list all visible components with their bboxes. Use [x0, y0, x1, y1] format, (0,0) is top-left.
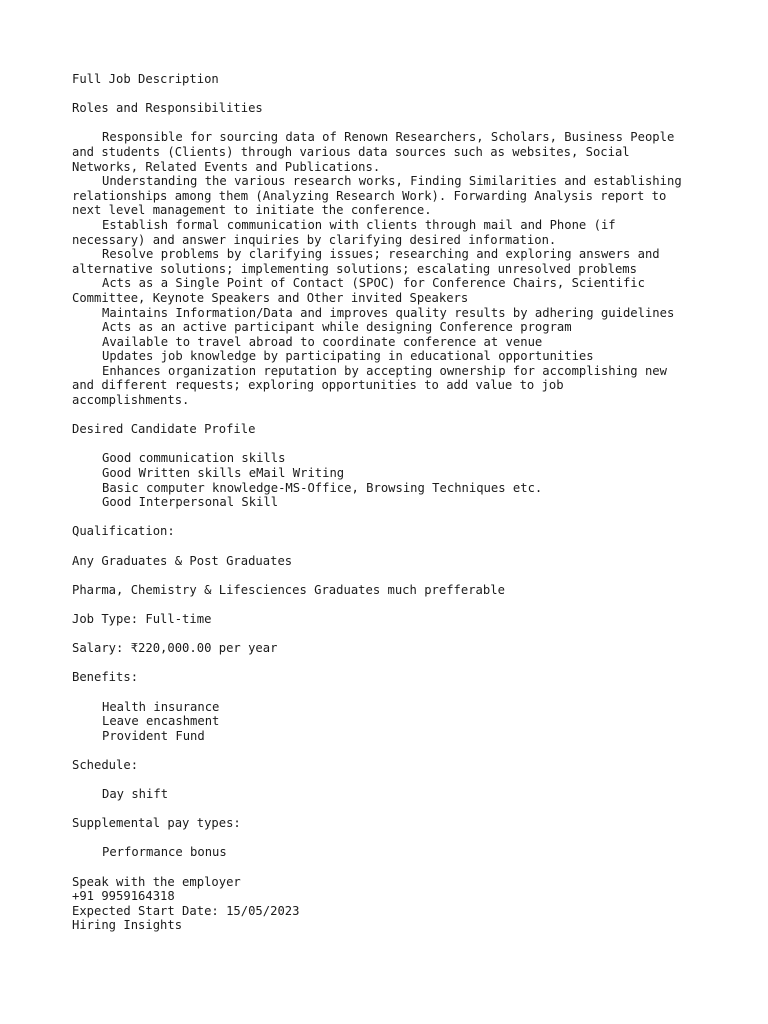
roles-item-line: Committee, Keynote Speakers and Other invited Speakers	[72, 290, 469, 305]
speak-with-employer: Speak with the employer	[72, 874, 241, 889]
employer-phone: +91 9959164318	[72, 889, 175, 904]
schedule-heading: Schedule:	[72, 757, 139, 772]
supplemental-item: Performance bonus	[102, 845, 227, 860]
spacer	[72, 568, 708, 583]
spacer	[72, 743, 708, 758]
roles-item-line: Enhances organization reputation by accepting ownership for accomplishing new	[102, 363, 667, 378]
profile-item: Good Interpersonal Skill	[102, 495, 279, 510]
profile-item: Good communication skills	[102, 451, 286, 466]
spacer	[72, 510, 708, 525]
roles-item-line: Updates job knowledge by participating in educational opportunities	[102, 349, 594, 364]
spacer	[72, 773, 708, 788]
spacer	[72, 685, 708, 700]
spacer	[72, 627, 708, 642]
spacer	[72, 539, 708, 554]
spacer	[72, 831, 708, 846]
roles-item-line: Understanding the various research works, Finding Similarities and establishing	[102, 174, 682, 189]
roles-item-line: necessary) and answer inquiries by clarifying desired information.	[72, 232, 557, 247]
roles-item-line: Acts as a Single Point of Contact (SPOC) for Conference Chairs, Scientific	[102, 276, 645, 291]
profile-heading: Desired Candidate Profile	[72, 422, 256, 437]
spacer	[72, 597, 708, 612]
benefit-item: Leave encashment	[102, 714, 220, 729]
roles-heading: Roles and Responsibilities	[72, 101, 263, 116]
roles-item-line: Establish formal communication with clients through mail and Phone (if	[102, 217, 616, 232]
spacer	[72, 437, 708, 452]
profile-item: Good Written skills eMail Writing	[102, 466, 345, 481]
roles-item-line: alternative solutions; implementing solutions; escalating unresolved problems	[72, 261, 637, 276]
benefit-item: Provident Fund	[102, 728, 205, 743]
document-title: Full Job Description	[72, 72, 219, 86]
schedule-item: Day shift	[102, 787, 169, 802]
salary: Salary: ₹220,000.00 per year	[72, 641, 278, 656]
roles-item-line: next level management to initiate the conference.	[72, 203, 432, 218]
roles-item-line: Maintains Information/Data and improves quality results by adhering guidelines	[102, 305, 675, 320]
roles-item-line: Networks, Related Events and Publications.	[72, 159, 381, 174]
hiring-insights: Hiring Insights	[72, 918, 183, 933]
spacer	[72, 656, 708, 671]
roles-item-line: relationships among them (Analyzing Research Work). Forwarding Analysis report to	[72, 188, 667, 203]
qualification-heading: Qualification:	[72, 524, 175, 539]
job-type: Job Type: Full-time	[72, 611, 212, 626]
spacer	[72, 408, 708, 423]
supplemental-heading: Supplemental pay types:	[72, 816, 241, 831]
benefits-heading: Benefits:	[72, 670, 139, 685]
roles-item-line: Responsible for sourcing data of Renown Researchers, Scholars, Business People	[102, 130, 675, 145]
spacer	[72, 860, 708, 875]
spacer	[72, 87, 708, 102]
qualification-line: Pharma, Chemistry & Lifesciences Graduates much prefferable	[72, 582, 505, 597]
spacer	[72, 116, 708, 131]
profile-item: Basic computer knowledge-MS-Office, Browsing Techniques etc.	[102, 480, 543, 495]
benefit-item: Health insurance	[102, 699, 220, 714]
qualification-line: Any Graduates & Post Graduates	[72, 553, 293, 568]
spacer	[72, 802, 708, 817]
roles-item-line: Available to travel abroad to coordinate conference at venue	[102, 334, 543, 349]
roles-item-line: and different requests; exploring opportunities to add value to job	[72, 378, 564, 393]
roles-item-line: accomplishments.	[72, 393, 190, 408]
expected-start-date: Expected Start Date: 15/05/2023	[72, 903, 300, 918]
roles-item-line: Resolve problems by clarifying issues; researching and exploring answers and	[102, 247, 660, 262]
roles-item-line: and students (Clients) through various data sources such as websites, Social	[72, 144, 630, 159]
roles-item-line: Acts as an active participant while designing Conference program	[102, 320, 572, 335]
